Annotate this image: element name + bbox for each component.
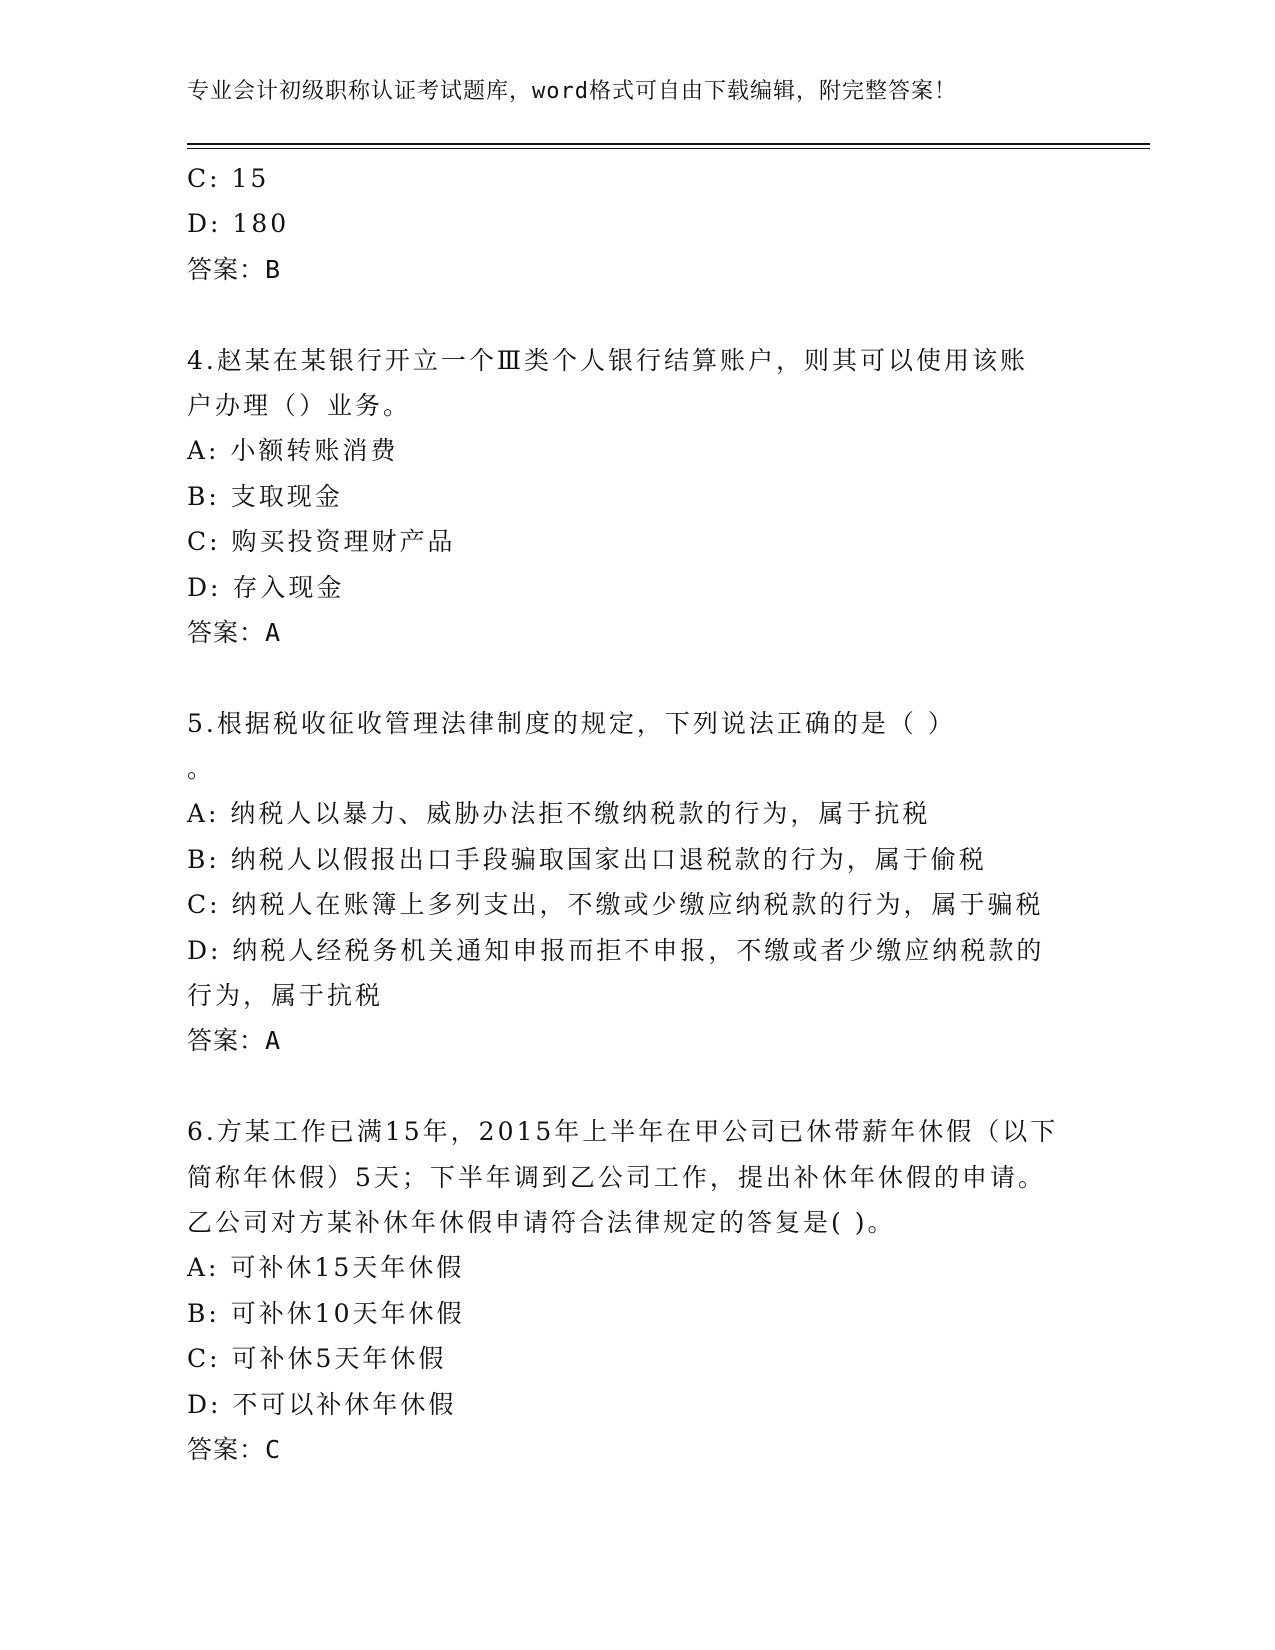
question-line: 乙公司对方某补休年休假申请符合法律规定的答复是( )。 [187, 1207, 896, 1237]
answer-line: 答案：A [187, 1026, 282, 1056]
option-line: A: 纳税人以暴力、威胁办法拒不缴纳税款的行为，属于抗税 [187, 799, 931, 829]
option-line: D: 存入现金 [187, 572, 345, 602]
page-header: 专业会计初级职称认证考试题库，word格式可自由下载编辑，附完整答案！ [187, 79, 957, 104]
option-line: 行为，属于抗税 [187, 981, 384, 1011]
option-line: C: 购买投资理财产品 [187, 527, 456, 557]
option-line: A: 可补休15天年休假 [187, 1253, 465, 1283]
option-line: C: 可补休5天年休假 [187, 1344, 447, 1374]
question-line: 户办理（）业务。 [187, 390, 412, 420]
option-line: A: 小额转账消费 [187, 436, 399, 466]
answer-line: 答案：B [187, 254, 282, 284]
answer-line: 答案：C [187, 1434, 282, 1464]
option-line: B: 支取现金 [187, 481, 343, 511]
question-line: 4.赵某在某银行开立一个Ⅲ类个人银行结算账户，则其可以使用该账 [187, 345, 1028, 375]
blank-line [187, 1064, 1107, 1109]
option-line: C: 15 [187, 164, 270, 193]
header-rule-thin [187, 148, 1150, 149]
blank-line [187, 655, 1107, 700]
option-line: D: 不可以补休年休假 [187, 1389, 457, 1419]
option-line: D: 180 [187, 209, 290, 239]
question-line: 5.根据税收征收管理法律制度的规定，下列说法正确的是（ ） [187, 708, 956, 738]
blank-line [187, 292, 1107, 337]
option-line: D: 纳税人经税务机关通知申报而拒不申报，不缴或者少缴应纳税款的 [187, 935, 1045, 965]
option-line: C: 纳税人在账簿上多列支出，不缴或少缴应纳税款的行为，属于骗税 [187, 890, 1044, 920]
option-line: B: 可补休10天年休假 [187, 1298, 465, 1328]
header-rule-thick [187, 143, 1150, 145]
answer-line: 答案：A [187, 617, 282, 647]
question-content [187, 156, 1107, 1472]
option-line: B: 纳税人以假报出口手段骗取国家出口退税款的行为，属于偷税 [187, 844, 987, 874]
question-line: 。 [187, 754, 216, 784]
question-line: 6.方某工作已满15年，2015年上半年在甲公司已休带薪年休假（以下 [187, 1117, 1059, 1147]
question-line: 简称年休假）5天；下半年调到乙公司工作，提出补休年休假的申请。 [187, 1162, 1046, 1192]
